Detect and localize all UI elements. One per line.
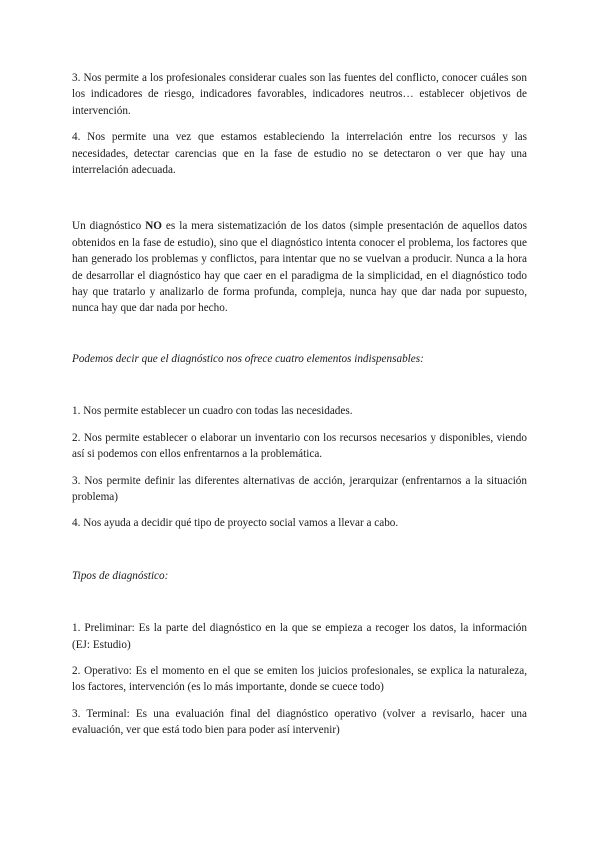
definition-paragraph: [72, 218, 527, 316]
definition-emphasis: NO: [145, 220, 162, 233]
elements-heading: Podemos decir que el diagnóstico nos ofrece cuatro elementos indispensables:: [72, 352, 424, 365]
definition-body: es la mera sistematización de los datos (simple presentación de aquellos datos obtenidos en la fase de estudio), sino que el diagnóstico intenta conocer el problema, los factores que han generado los problemas y conflictos, para intentar que no se vuelvan a producir. Nunca a la hora de desarrollar el diagnóstico hay que caer en el paradigma de la simplicidad, en el diagnóstico todo hay que tratarlo y analizarlo de forma profunda, compleja, nunca hay que dar nada por supuesto, nunca hay que dar nada por hecho.: [72, 220, 527, 315]
element-item-3: 3. Nos permite definir las diferentes alternativas de acción, jerarquizar (enfrentarnos a la situación problema): [72, 474, 527, 503]
element-item-2: 2. Nos permite establecer o elaborar un inventario con los recursos necesarios y disponibles, viendo así si podemos con ellos enfrentarnos a la problemática.: [72, 431, 527, 461]
element-item-4: 4. Nos ayuda a decidir qué tipo de proyecto social vamos a llevar a cabo.: [72, 517, 399, 530]
type-item-preliminar: 1. Preliminar: Es la parte del diagnóstico en la que se empieza a recoger los datos, la información (EJ: Estudio): [72, 622, 527, 651]
document-body: [72, 70, 527, 739]
type-item-operativo: 2. Operativo: Es el momento en el que se emiten los juicios profesionales, se explica la naturaleza, los factores, intervención (es lo más importante, donde se cuece todo): [72, 664, 527, 694]
intro-point-4: 4. Nos permite una vez que estamos estableciendo la interrelación entre los recursos y las necesidades, detectar carencias que en la fase de estudio no se detectaron o ver que hay una interrelación adecuada.: [72, 131, 527, 177]
type-item-terminal: 3. Terminal: Es una evaluación final del diagnóstico operativo (volver a revisarlo, hacer una evaluación, ver que está todo bien para poder así intervenir): [72, 707, 527, 737]
intro-point-3: 3. Nos permite a los profesionales considerar cuales son las fuentes del conflicto, conocer cuáles son los indicadores de riesgo, indicadores favorables, indicadores neutros… establecer objetivos de intervención.: [72, 72, 527, 117]
element-item-1: 1. Nos permite establecer un cuadro con todas las necesidades.: [72, 405, 353, 418]
types-heading: Tipos de diagnóstico:: [72, 569, 169, 582]
definition-lead: Un diagnóstico: [72, 220, 146, 233]
